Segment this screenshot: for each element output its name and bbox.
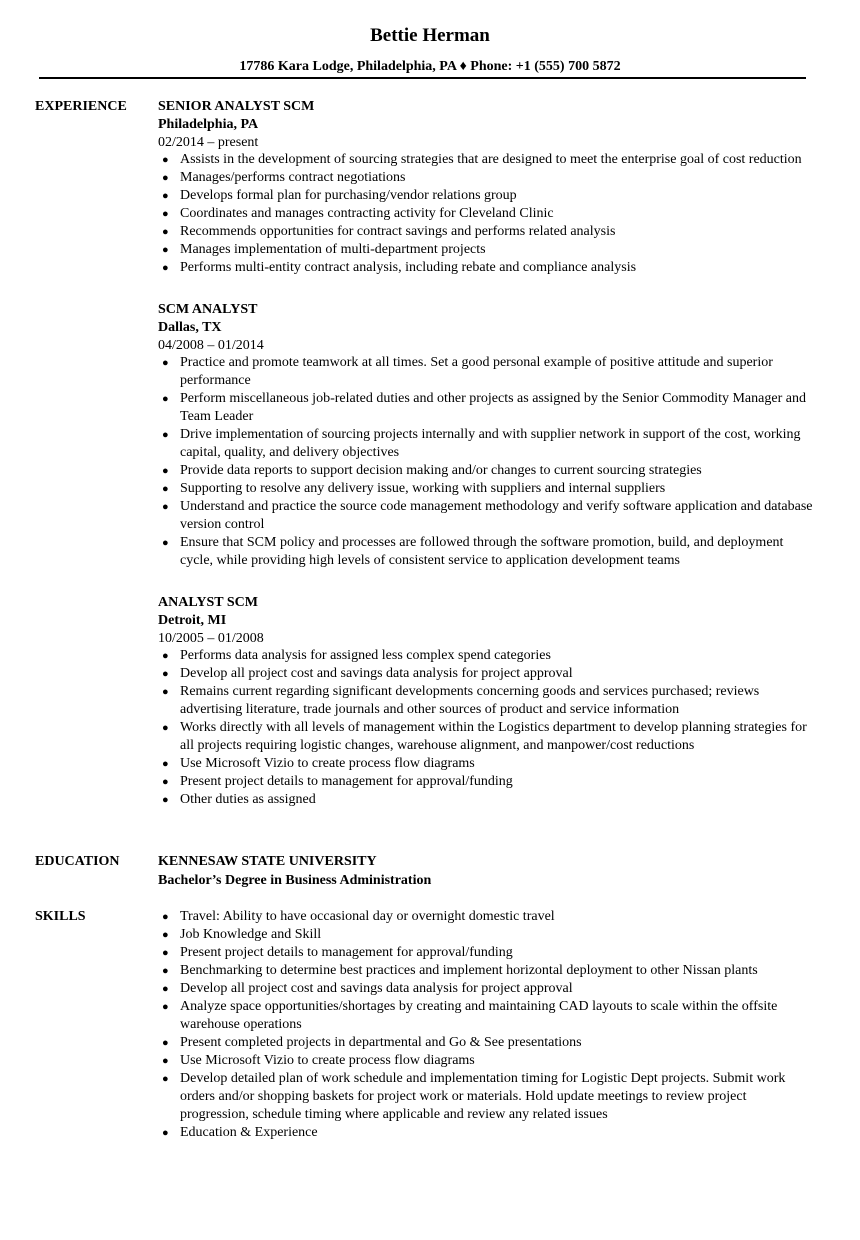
- list-item: [158, 719, 818, 755]
- bullet-text: Other duties as assigned: [180, 792, 316, 807]
- bullet-text: Coordinates and manages contracting activity for Cleveland Clinic: [180, 206, 554, 221]
- bullet-text: Understand and practice the source code management methodology and verify software application and database version control: [180, 499, 813, 532]
- list-item: [158, 498, 818, 534]
- skill-text: Develop all project cost and savings data analysis for project approval: [180, 981, 573, 996]
- list-item: [158, 354, 818, 390]
- bullet-icon: ●: [162, 262, 169, 274]
- bullet-text: Recommends opportunities for contract savings and performs related analysis: [180, 224, 616, 239]
- bullet-text: Drive implementation of sourcing projects internally and with supplier network in support of the cost, working capital, quality, and delivery objectives: [180, 427, 801, 460]
- bullet-icon: ●: [162, 911, 169, 923]
- bullet-icon: ●: [162, 244, 169, 256]
- list-item: [158, 962, 818, 980]
- job-entry: [158, 301, 818, 570]
- bullet-text: Remains current regarding significant developments concerning goods and services purchased; reviews advertising literature, trade journals and other sources of product and service information: [180, 684, 760, 717]
- education-body: [158, 853, 818, 890]
- bullet-icon: ●: [162, 983, 169, 995]
- list-item: [158, 998, 818, 1034]
- skill-text: Education & Experience: [180, 1125, 318, 1140]
- list-item: [158, 773, 818, 791]
- bullet-text: Provide data reports to support decision making and/or changes to current sourcing strategies: [180, 463, 702, 478]
- bullet-text: Performs data analysis for assigned less complex spend categories: [180, 648, 551, 663]
- header-divider: [39, 77, 806, 79]
- contact-line: 17786 Kara Lodge, Philadelphia, PA ♦ Phone: +1 (555) 700 5872: [239, 59, 621, 74]
- list-item: [158, 205, 818, 223]
- list-item: [158, 534, 818, 570]
- bullet-text: Develop all project cost and savings data analysis for project approval: [180, 666, 573, 681]
- skill-text: Analyze space opportunities/shortages by creating and maintaining CAD layouts to scale within the offsite warehouse operations: [180, 999, 778, 1032]
- bullet-text: Practice and promote teamwork at all times. Set a good personal example of positive attitude and superior performance: [180, 355, 773, 388]
- skills-heading: SKILLS: [35, 909, 86, 924]
- job-dates: 04/2008 – 01/2014: [158, 338, 264, 353]
- list-item: [158, 755, 818, 773]
- bullet-icon: ●: [162, 776, 169, 788]
- bullet-icon: ●: [162, 668, 169, 680]
- bullet-icon: ●: [162, 650, 169, 662]
- job-title: SENIOR ANALYST SCM: [158, 99, 315, 114]
- job-title: ANALYST SCM: [158, 595, 258, 610]
- list-item: [158, 151, 818, 169]
- bullet-icon: ●: [162, 172, 169, 184]
- bullet-text: Assists in the development of sourcing strategies that are designed to meet the enterprise goal of cost reduction: [180, 152, 802, 167]
- job-entry: [158, 594, 818, 809]
- bullet-icon: ●: [162, 1073, 169, 1085]
- list-item: [158, 1052, 818, 1070]
- bullet-icon: ●: [162, 208, 169, 220]
- list-item: [158, 426, 818, 462]
- bullet-icon: ●: [162, 1001, 169, 1013]
- bullet-text: Works directly with all levels of management within the Logistics department to develop planning strategies for all projects requiring logistic changes, warehouse alignment, and manpower/cost reductions: [180, 720, 807, 753]
- list-item: [158, 1034, 818, 1052]
- bullet-icon: ●: [162, 190, 169, 202]
- list-item: [158, 944, 818, 962]
- list-item: [158, 390, 818, 426]
- bullet-text: Use Microsoft Vizio to create process flow diagrams: [180, 756, 475, 771]
- bullet-text: Present project details to management for approval/funding: [180, 774, 513, 789]
- skill-text: Travel: Ability to have occasional day or overnight domestic travel: [180, 909, 555, 924]
- bullet-icon: ●: [162, 483, 169, 495]
- skill-text: Use Microsoft Vizio to create process flow diagrams: [180, 1053, 475, 1068]
- bullet-text: Performs multi-entity contract analysis, including rebate and compliance analysis: [180, 260, 637, 275]
- school-name: KENNESAW STATE UNIVERSITY: [158, 854, 377, 869]
- bullet-icon: ●: [162, 686, 169, 698]
- skill-text: Benchmarking to determine best practices and implement horizontal deployment to other Nissan plants: [180, 963, 758, 978]
- skill-text: Present completed projects in departmental and Go & See presentations: [180, 1035, 582, 1050]
- list-item: [158, 791, 818, 809]
- list-item: [158, 1070, 818, 1124]
- bullet-text: Manages/performs contract negotiations: [180, 170, 406, 185]
- skill-text: Develop detailed plan of work schedule and implementation timing for Logistic Dept projects. Submit work orders and/or shopping baskets for project work or materials. Hold update meetings to review project progression, schedule timing where applicable and review any related issues: [180, 1071, 786, 1122]
- bullet-icon: ●: [162, 1127, 169, 1139]
- list-item: [158, 187, 818, 205]
- job-dates: 02/2014 – present: [158, 135, 259, 150]
- list-item: [158, 665, 818, 683]
- job-location: Detroit, MI: [158, 613, 227, 628]
- bullet-text: Develops formal plan for purchasing/vendor relations group: [180, 188, 517, 203]
- skills-list: [158, 908, 818, 1142]
- education-heading: EDUCATION: [35, 854, 120, 869]
- job-location: Dallas, TX: [158, 320, 222, 335]
- list-item: [158, 1124, 818, 1142]
- bullet-icon: ●: [162, 393, 169, 405]
- bullet-icon: ●: [162, 1037, 169, 1049]
- skill-text: Present project details to management for approval/funding: [180, 945, 513, 960]
- bullet-icon: ●: [162, 357, 169, 369]
- job-entry: [158, 98, 818, 277]
- skills-body: [158, 908, 818, 1142]
- experience-heading: EXPERIENCE: [35, 99, 127, 114]
- list-item: [158, 908, 818, 926]
- list-item: [158, 647, 818, 665]
- bullet-text: Manages implementation of multi-department projects: [180, 242, 486, 257]
- bullet-icon: ●: [162, 154, 169, 166]
- job-title: SCM ANALYST: [158, 302, 258, 317]
- job-bullets: [158, 151, 818, 277]
- bullet-text: Supporting to resolve any delivery issue, working with suppliers and internal suppliers: [180, 481, 666, 496]
- job-dates: 10/2005 – 01/2008: [158, 631, 264, 646]
- list-item: [158, 462, 818, 480]
- bullet-icon: ●: [162, 465, 169, 477]
- degree: Bachelor’s Degree in Business Administration: [158, 873, 432, 888]
- list-item: [158, 683, 818, 719]
- skill-text: Job Knowledge and Skill: [180, 927, 322, 942]
- job-bullets: [158, 647, 818, 809]
- job-bullets: [158, 354, 818, 570]
- bullet-icon: ●: [162, 794, 169, 806]
- list-item: [158, 259, 818, 277]
- bullet-text: Perform miscellaneous job-related duties and other projects as assigned by the Senior Commodity Manager and Team Leader: [180, 391, 806, 424]
- bullet-icon: ●: [162, 965, 169, 977]
- list-item: [158, 169, 818, 187]
- list-item: [158, 223, 818, 241]
- bullet-icon: ●: [162, 1055, 169, 1067]
- candidate-name: Bettie Herman: [370, 25, 490, 46]
- bullet-icon: ●: [162, 929, 169, 941]
- bullet-icon: ●: [162, 537, 169, 549]
- resume-header: [0, 24, 860, 76]
- list-item: [158, 980, 818, 998]
- bullet-icon: ●: [162, 501, 169, 513]
- bullet-icon: ●: [162, 947, 169, 959]
- bullet-icon: ●: [162, 722, 169, 734]
- list-item: [158, 926, 818, 944]
- experience-body: [158, 98, 818, 833]
- bullet-icon: ●: [162, 226, 169, 238]
- bullet-text: Ensure that SCM policy and processes are followed through the software promotion, build, and deployment cycle, while providing high levels of consistent service to application development teams: [180, 535, 784, 568]
- bullet-icon: ●: [162, 429, 169, 441]
- job-location: Philadelphia, PA: [158, 117, 259, 132]
- list-item: [158, 480, 818, 498]
- bullet-icon: ●: [162, 758, 169, 770]
- list-item: [158, 241, 818, 259]
